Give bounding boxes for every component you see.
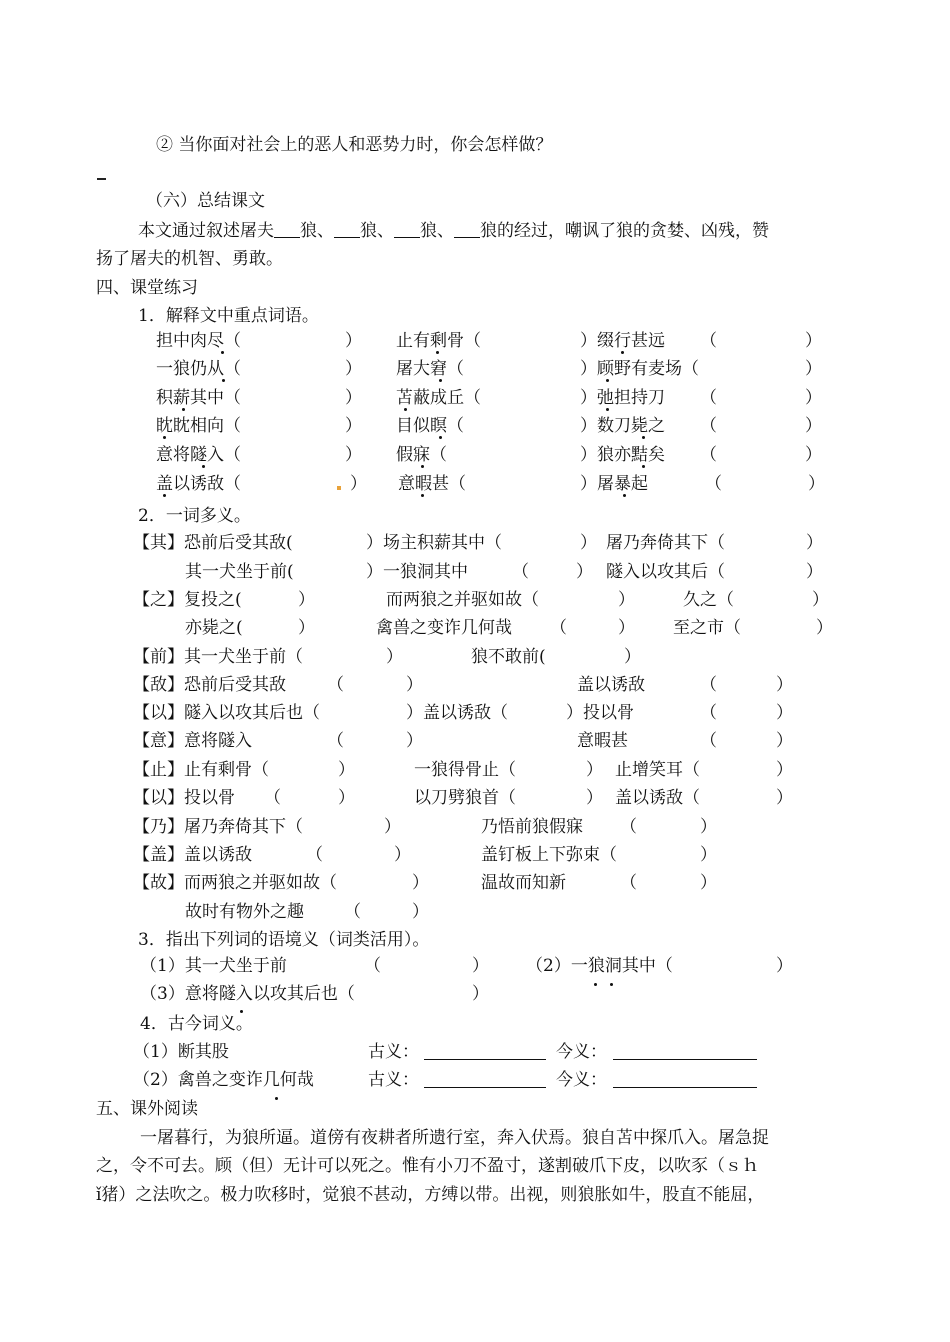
ex2-open: （: [327, 731, 344, 751]
section-6-text-line2: 扬了屠夫的机智、勇敢。: [96, 249, 283, 269]
exercise-2-title: 2．一词多义。: [138, 506, 251, 526]
ex2-item: 【敌】恐前后受其敌: [133, 675, 286, 695]
ex1-close: ）: [808, 474, 825, 494]
ex2-close: ）: [386, 647, 403, 667]
ex2-close: ）: [412, 902, 429, 922]
ex2-item: 【止】止有剩骨（: [133, 760, 269, 780]
ex4-item: （2）禽兽之变诈几何哉: [133, 1070, 314, 1090]
ex2-close: ）: [586, 788, 603, 808]
ex2-item: 禽兽之变诈几何哉: [376, 618, 512, 638]
ex2-open: （: [700, 675, 717, 695]
ex2-close: ）: [298, 590, 315, 610]
ex2-close: ）: [618, 618, 635, 638]
ex3-close: ）: [472, 956, 489, 976]
ex4-jin-blank[interactable]: [613, 1059, 757, 1060]
ex2-close: ）: [618, 590, 635, 610]
ex2-item: 【以】隧入以攻其后也（: [133, 703, 320, 723]
ex2-item: 【意】意将隧入: [133, 731, 252, 751]
ex1-term: 目似瞑（: [396, 416, 464, 436]
reading-line: 一屠暮行，为狼所逼。道傍有夜耕者所遗行室，奔入伏焉。狼自苫中探爪入。屠急捉: [140, 1128, 769, 1148]
ex2-close: ）: [624, 647, 641, 667]
ex2-close: ）: [384, 817, 401, 837]
section-6-title: （六）总结课文: [146, 191, 265, 211]
question-2: ② 当你面对社会上的恶人和恶势力时，你会怎样做？: [156, 135, 553, 155]
ex2-item: 盖以诱敌（: [615, 788, 700, 808]
section-6-text: 本文通过叙述屠夫 狼、 狼、 狼、 狼的经过，嘲讽了狼的贪婪、凶残，赞: [138, 221, 769, 241]
section-4-title: 四、课堂练习: [96, 278, 198, 298]
ex2-open: （: [327, 675, 344, 695]
ex2-item: 以刀劈狼首（: [414, 788, 516, 808]
ex2-item: 隧入以攻其后（: [606, 562, 725, 582]
ex1-open: （: [700, 331, 717, 351]
ex2-item: 久之（: [683, 590, 734, 610]
ex1-close: ）: [350, 474, 367, 494]
ex2-item: 而两狼之并驱如故（: [386, 590, 539, 610]
ex1-term: ）数刀毙之: [580, 416, 665, 436]
ex2-item: 【乃】屠乃奔倚其下（: [133, 817, 303, 837]
ex2-close: ）: [812, 590, 829, 610]
ex2-item: 至之市（: [673, 618, 741, 638]
ex2-item: 狼不敢前(: [471, 647, 546, 667]
ex2-item: 温故而知新: [481, 873, 566, 893]
ex2-close: ）: [776, 703, 793, 723]
ex2-open: （: [550, 618, 567, 638]
ex2-close: ）: [776, 731, 793, 751]
ex1-close: ）: [805, 416, 822, 436]
ex1-term: 盖以诱敌（: [156, 474, 241, 494]
ex2-item: 【之】复投之(: [133, 590, 242, 610]
ex2-open: （: [620, 873, 637, 893]
ex1-open: （: [700, 445, 717, 465]
ex2-close: ）: [776, 760, 793, 780]
ex2-item: 故时有物外之趣: [185, 902, 304, 922]
ex2-close: ）: [576, 562, 593, 582]
ex1-open: （: [705, 474, 722, 494]
ex4-jin-label: 今义：: [556, 1070, 607, 1090]
stray-mark: [337, 486, 341, 490]
ex2-item: 其一犬坐于前(: [185, 562, 294, 582]
ex2-close: ）: [806, 562, 823, 582]
ex2-open: （: [700, 731, 717, 751]
ex1-term: 意暇甚（: [398, 474, 466, 494]
ex2-item: ）盖以诱敌（: [406, 703, 508, 723]
ex2-item: 止增笑耳（: [615, 760, 700, 780]
blank-2[interactable]: [334, 219, 360, 238]
ex1-term: 一狼仍从（: [156, 359, 241, 379]
ex2-close: ）: [406, 731, 423, 751]
ex2-close: ）: [338, 760, 355, 780]
ex2-item: 屠乃奔倚其下（: [606, 533, 725, 553]
ex1-close: ）: [805, 445, 822, 465]
ex2-close: ）: [776, 675, 793, 695]
ex4-item: （1）断其股: [133, 1042, 229, 1062]
blank-3[interactable]: [394, 219, 420, 238]
ex2-close: ）: [580, 533, 597, 553]
ex2-close: ）: [700, 873, 717, 893]
ex2-item: 【前】其一犬坐于前（: [133, 647, 303, 667]
ex3-close: ）: [472, 984, 489, 1004]
ex1-close: ）: [345, 359, 362, 379]
ex1-term: ）顾野有麦场（: [580, 359, 699, 379]
section-5-title: 五、课外阅读: [96, 1099, 198, 1119]
ex1-term: 担中肉尽（: [156, 331, 241, 351]
ex2-close: ）: [406, 675, 423, 695]
reading-line: 之，令不可去。顾（但）无计可以死之。惟有小刀不盈寸，遂割破爪下皮，以吹豕（ｓｈ: [96, 1156, 759, 1176]
ex2-close: ）: [700, 845, 717, 865]
ex1-close: ）: [345, 416, 362, 436]
ex2-close: ）: [394, 845, 411, 865]
ex1-close: ）: [345, 388, 362, 408]
ex3-item-3: （3）意将隧入以攻其后也（: [140, 984, 355, 1004]
ex2-close: ）: [806, 533, 823, 553]
ex1-term: ）弛担持刀: [580, 388, 665, 408]
ex2-item: 【故】而两狼之并驱如故（: [133, 873, 337, 893]
blank-4[interactable]: [454, 219, 480, 238]
ex1-close: ）: [345, 445, 362, 465]
ex1-term: 眈眈相向（: [156, 416, 241, 436]
ex2-close: ）: [412, 873, 429, 893]
exercise-4-title: 4．古今词义。: [140, 1014, 253, 1034]
ex1-term: 假寐（: [396, 445, 447, 465]
ex4-gu-label: 古义：: [368, 1042, 419, 1062]
ex2-item: 盖以诱敌: [577, 675, 645, 695]
ex1-term: 意将隧入（: [156, 445, 241, 465]
ex1-open: （: [700, 388, 717, 408]
ex1-term: 屠大窘（: [396, 359, 464, 379]
ex2-item: 亦毙之(: [185, 618, 243, 638]
ex2-item: 意暇甚: [577, 731, 628, 751]
ex2-item: 【以】投以骨: [133, 788, 235, 808]
ex2-close: ）: [816, 618, 833, 638]
ex1-term: 苫蔽成丘（: [396, 388, 481, 408]
ex1-close: ）: [345, 331, 362, 351]
ex2-item: ）投以骨: [566, 703, 634, 723]
ex1-close: ）: [805, 388, 822, 408]
ex1-term: ）狼亦黠矣: [580, 445, 665, 465]
ex1-term: 止有剩骨（: [396, 331, 481, 351]
ex2-close: ）: [298, 618, 315, 638]
ex2-open: （: [264, 788, 281, 808]
blank-1[interactable]: [274, 219, 300, 238]
ex2-close: ）: [776, 788, 793, 808]
exercise-3-title: 3．指出下列词的语境义（词类活用）。: [138, 930, 430, 950]
ex2-close: ）: [586, 760, 603, 780]
ex2-item: 乃悟前狼假寐: [481, 817, 583, 837]
ex1-term: ）缀行甚远: [580, 331, 665, 351]
ex2-open: （: [700, 703, 717, 723]
ex3-item-1: （1）其一犬坐于前: [140, 956, 287, 976]
dash-mark: [97, 178, 106, 180]
exercise-1-title: 1．解释文中重点词语。: [138, 306, 319, 326]
reading-line: ǐ猪）之法吹之。极力吹移时，觉狼不甚动，方缚以带。出视，则狼胀如牛，股直不能屈，: [96, 1185, 765, 1205]
ex1-close: ）: [805, 331, 822, 351]
ex2-open: （: [344, 902, 361, 922]
ex1-close: ）: [805, 359, 822, 379]
ex3-open: （: [364, 956, 381, 976]
ex2-item: 一狼得骨止（: [414, 760, 516, 780]
ex2-close: ）: [338, 788, 355, 808]
ex4-gu-label: 古义：: [368, 1070, 419, 1090]
ex4-jin-blank[interactable]: [613, 1087, 757, 1088]
ex3-item-2: （2）一狼洞其中（: [526, 956, 673, 976]
ex2-item: 【其】恐前后受其敌(: [133, 533, 293, 553]
ex2-item: ）一狼洞其中: [366, 562, 468, 582]
ex1-open: （: [700, 416, 717, 436]
ex2-open: （: [512, 562, 529, 582]
ex2-open: （: [306, 845, 323, 865]
ex2-open: （: [620, 817, 637, 837]
ex4-gu-blank[interactable]: [424, 1059, 546, 1060]
ex2-item: 【盖】盖以诱敌: [133, 845, 252, 865]
ex4-gu-blank[interactable]: [424, 1087, 546, 1088]
ex1-term: 积薪其中（: [156, 388, 241, 408]
ex2-item: 盖钉板上下弥束（: [481, 845, 617, 865]
ex2-close: ）: [700, 817, 717, 837]
ex1-term: ）屠暴起: [580, 474, 648, 494]
ex2-item: ）场主积薪其中（: [366, 533, 502, 553]
ex4-jin-label: 今义：: [556, 1042, 607, 1062]
ex3-close: ）: [776, 956, 793, 976]
